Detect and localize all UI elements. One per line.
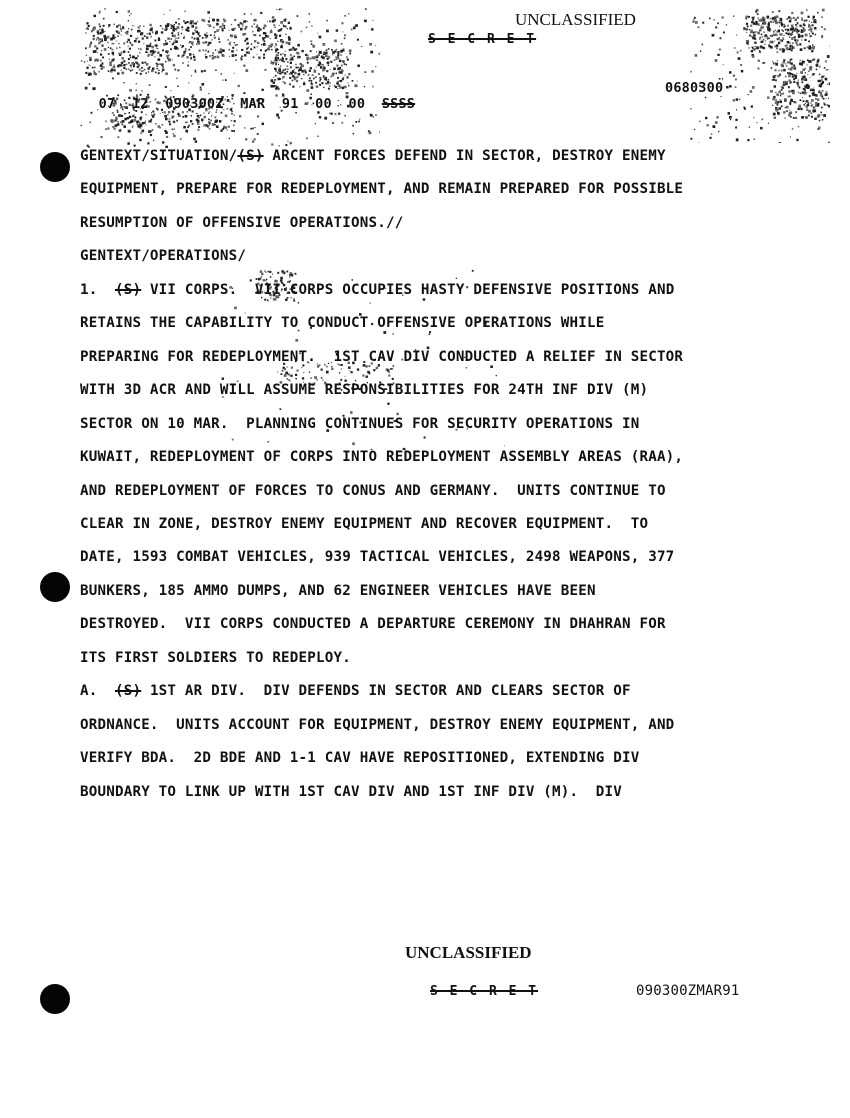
body-line-text: AND REDEPLOYMENT OF FORCES TO CONUS AND GERMANY. UNITS CONTINUE TO <box>80 482 666 499</box>
body-line <box>80 583 596 599</box>
classification-top: UNCLASSIFIED <box>515 10 636 29</box>
body-line <box>80 483 666 499</box>
dtg-struck-text: SSSS <box>381 96 416 112</box>
body-line <box>80 683 631 699</box>
body-line-text: WITH 3D ACR AND WILL ASSUME RESPONSIBILITIES FOR 24TH INF DIV (M) <box>80 382 649 399</box>
body-line-text: CLEAR IN ZONE, DESTROY ENEMY EQUIPMENT AND RECOVER EQUIPMENT. TO <box>80 515 649 532</box>
secret-marking-bottom: S E C R E T <box>430 984 539 999</box>
scan-noise-top-right <box>690 8 830 143</box>
classification-bottom: UNCLASSIFIED <box>405 943 532 962</box>
body-line-text: BUNKERS, 185 AMMO DUMPS, AND 62 ENGINEER VEHICLES HAVE BEEN <box>80 582 596 599</box>
body-line <box>80 148 666 164</box>
body-line-text: 1. <box>80 281 115 298</box>
body-line <box>80 750 639 766</box>
binder-hole-top <box>40 152 70 182</box>
body-line-text: DESTROYED. VII CORPS CONDUCTED A DEPARTURE CEREMONY IN DHAHRAN FOR <box>80 616 666 633</box>
body-line-text: RESUMPTION OF OFFENSIVE OPERATIONS.// <box>80 214 404 231</box>
body-line <box>80 549 674 565</box>
binder-hole-middle <box>40 572 70 602</box>
dtg-footer: 090300ZMAR91 <box>636 983 740 999</box>
body-line <box>80 717 674 733</box>
body-line <box>80 616 666 632</box>
body-line-text: GENTEXT/SITUATION/ <box>80 148 238 164</box>
body-line <box>80 650 351 666</box>
body-line-text: RETAINS THE CAPABILITY TO CONDUCT OFFENSIVE OPERATIONS WHILE <box>80 315 605 332</box>
body-line <box>80 215 403 231</box>
body-line <box>80 516 648 532</box>
secret-marking-top: S E C R E T <box>428 32 537 47</box>
classification-marking: (S) <box>237 148 264 164</box>
body-line-text: VERIFY BDA. 2D BDE AND 1-1 CAV HAVE REPOSITIONED, EXTENDING DIV <box>80 750 640 767</box>
body-line-text: DATE, 1593 COMBAT VEHICLES, 939 TACTICAL VEHICLES, 2498 WEAPONS, 377 <box>80 549 675 566</box>
body-line-text-continued: ARCENT FORCES DEFEND IN SECTOR, DESTROY ENEMY <box>263 148 666 164</box>
body-line <box>80 416 639 432</box>
body-line-text: BOUNDARY TO LINK UP WITH 1ST CAV DIV AND 1ST INF DIV (M). DIV <box>80 783 622 800</box>
body-line <box>80 784 622 800</box>
body-line-text: PREPARING FOR REDEPLOYMENT. 1ST CAV DIV CONDUCTED A RELIEF IN SECTOR <box>80 348 684 365</box>
body-line <box>80 382 648 398</box>
dtg-line <box>82 80 415 112</box>
body-line-text: EQUIPMENT, PREPARE FOR REDEPLOYMENT, AND REMAIN PREPARED FOR POSSIBLE <box>80 181 684 198</box>
body-line <box>80 449 683 465</box>
body-line-text: GENTEXT/OPERATIONS/ <box>80 248 247 265</box>
body-line <box>80 315 605 331</box>
body-line-text-continued: 1ST AR DIV. DIV DEFENDS IN SECTOR AND CLEARS SECTOR OF <box>141 683 631 700</box>
body-line <box>80 282 674 298</box>
scan-noise-top-left <box>80 8 380 148</box>
body-line <box>80 248 246 264</box>
body-line-text-continued: VII CORPS. VII CORPS OCCUPIES HASTY DEFENSIVE POSITIONS AND <box>141 281 675 298</box>
body-line-text: A. <box>80 683 115 700</box>
body-line-text: ORDNANCE. UNITS ACCOUNT FOR EQUIPMENT, DESTROY ENEMY EQUIPMENT, AND <box>80 716 675 733</box>
serial-number: 0680300 <box>665 80 724 96</box>
body-line-text: ITS FIRST SOLDIERS TO REDEPLOY. <box>80 649 351 666</box>
body-line <box>80 349 683 365</box>
classification-marking: (S) <box>114 683 142 700</box>
classification-marking: (S) <box>114 281 142 298</box>
dtg-text: 07 12 090300Z MAR 91 00 00 <box>98 96 382 112</box>
body-line <box>80 181 683 197</box>
binder-hole-bottom <box>40 984 70 1014</box>
body-line-text: SECTOR ON 10 MAR. PLANNING CONTINUES FOR SECURITY OPERATIONS IN <box>80 415 640 432</box>
body-line-text: KUWAIT, REDEPLOYMENT OF CORPS INTO REDEPLOYMENT ASSEMBLY AREAS (RAA), <box>80 449 684 466</box>
